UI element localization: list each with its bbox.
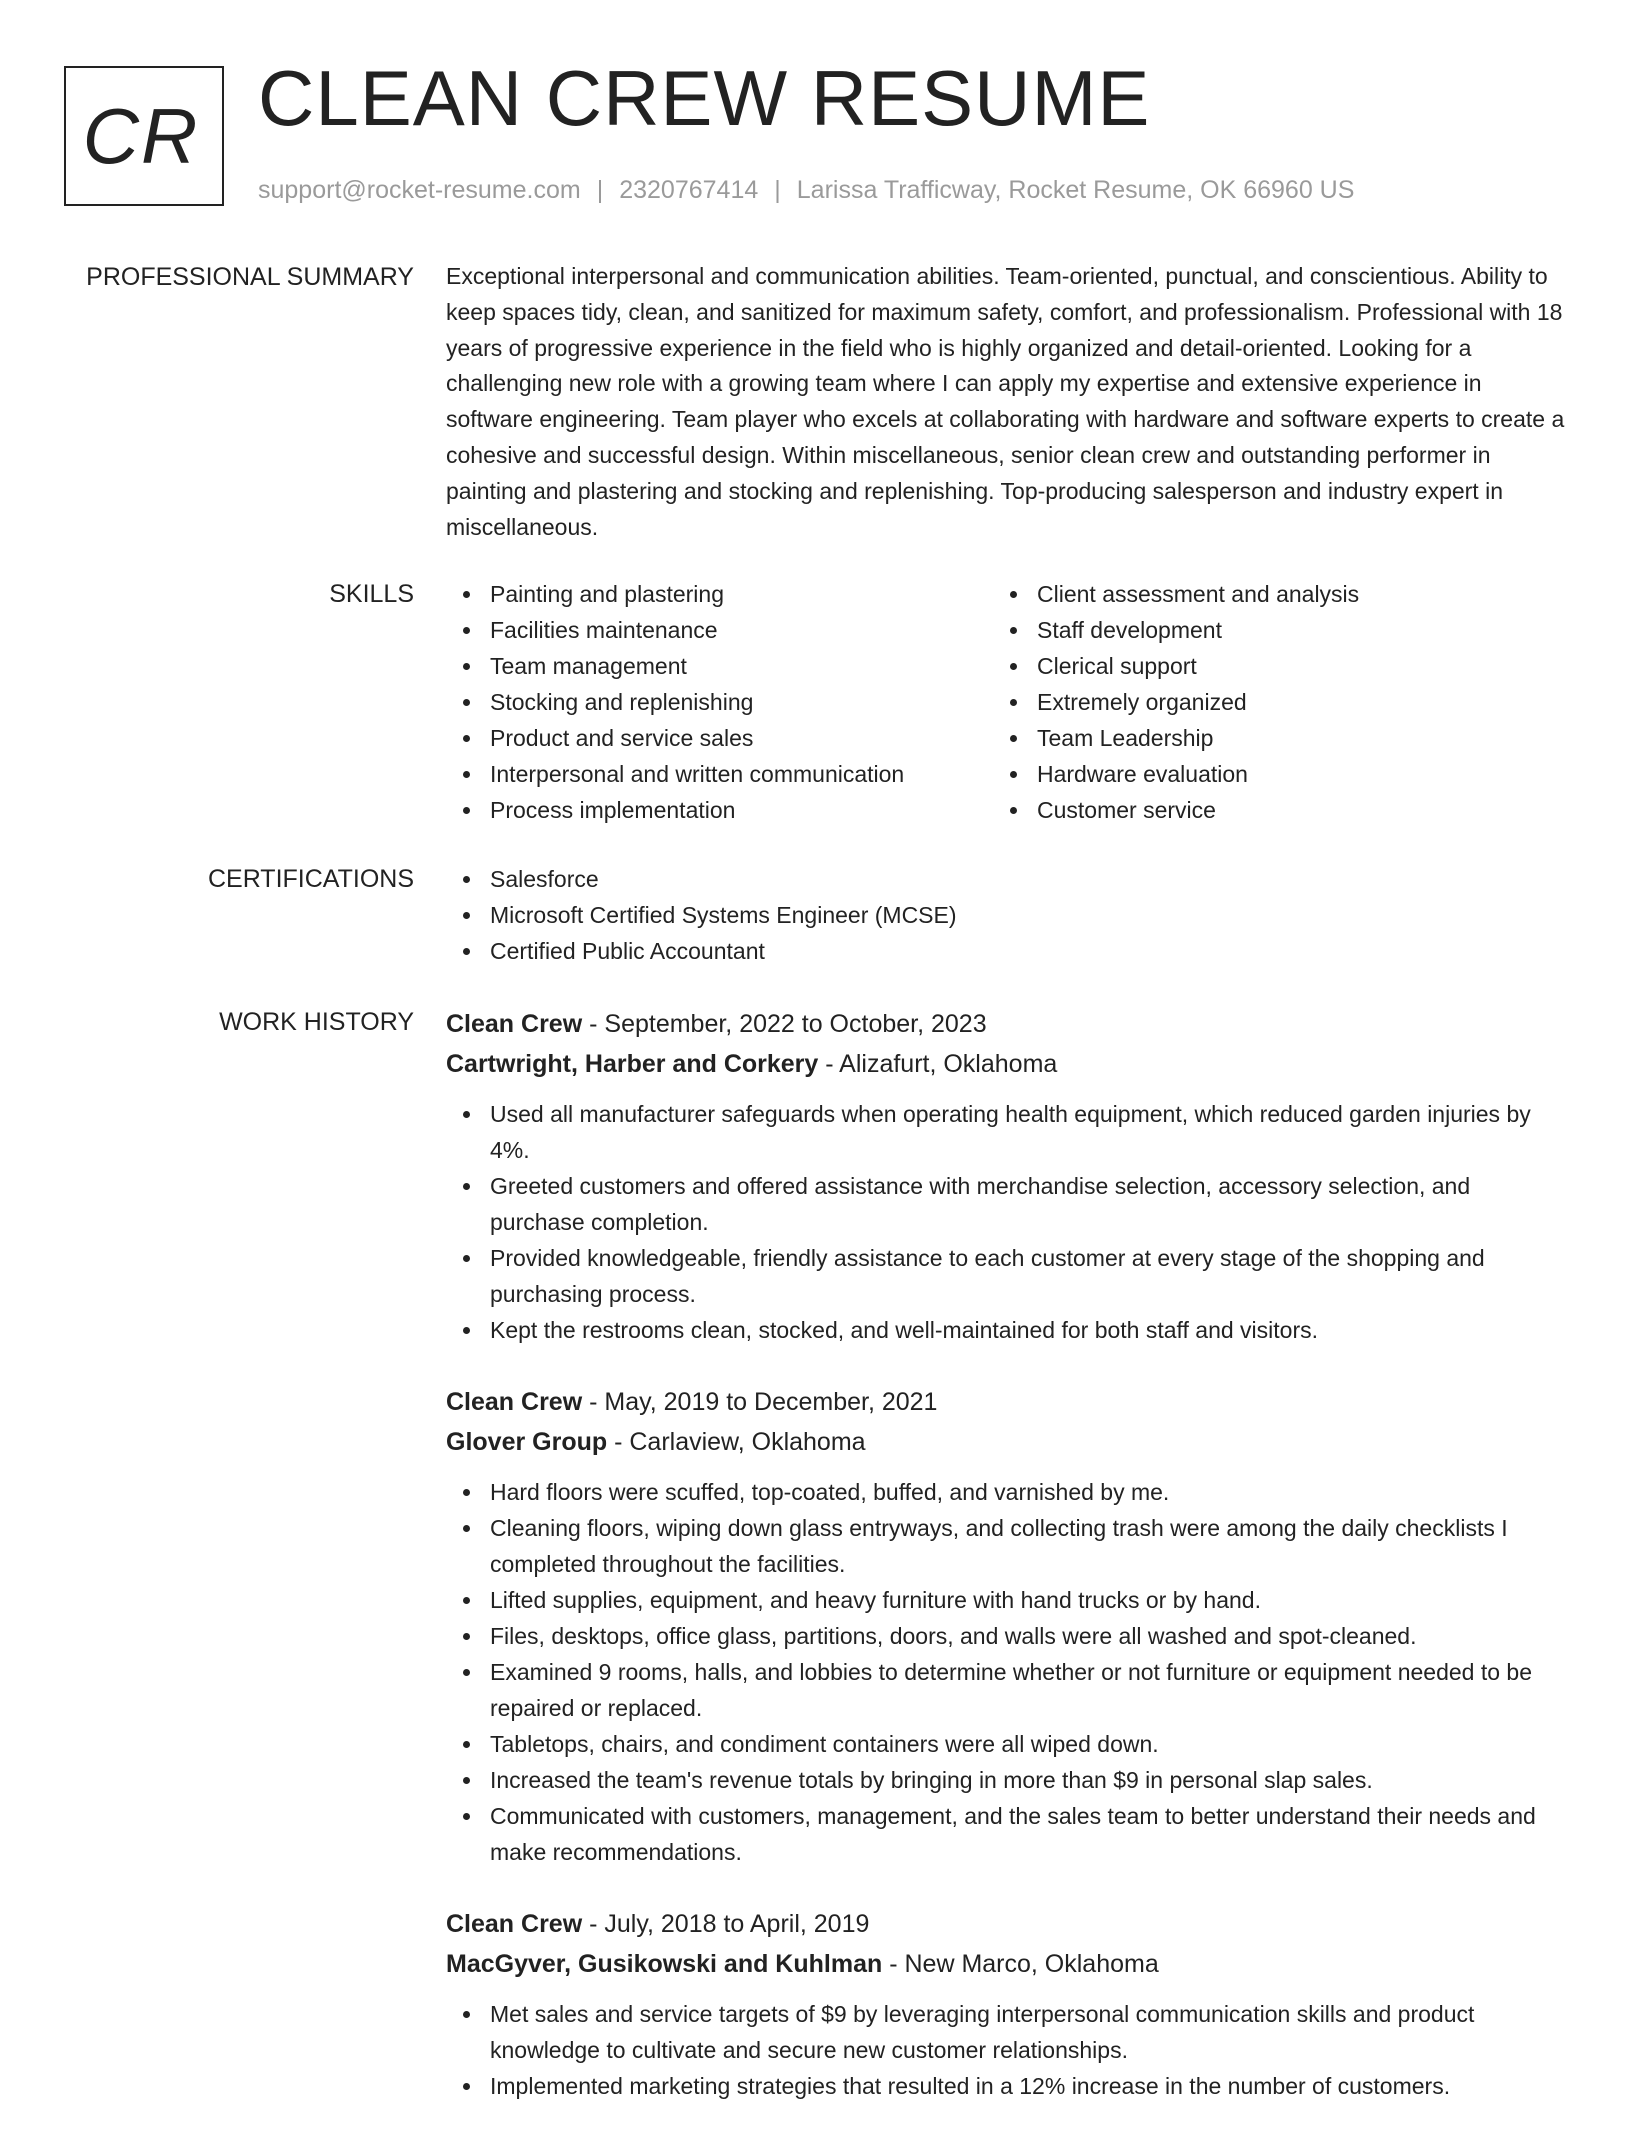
job-company: Glover Group: [446, 1428, 608, 1456]
summary-body: [446, 259, 1566, 545]
job-entry: [446, 1382, 1566, 1870]
job-duty: Communicated with customers, management, and the sales team to better understand their needs and make recommendations.: [446, 1798, 1566, 1870]
job-duties-list: [446, 1474, 1566, 1870]
contact-separator: |: [774, 176, 781, 204]
job-duty: Examined 9 rooms, halls, and lobbies to determine whether or not furniture or equipment needed to be repaired or replaced.: [446, 1654, 1566, 1726]
skill-item: Team Leadership: [993, 720, 1540, 756]
monogram-box: [64, 66, 224, 206]
skill-item: Painting and plastering: [446, 576, 993, 612]
skill-item: Customer service: [993, 792, 1540, 828]
job-duty: Files, desktops, office glass, partitions, doors, and walls were all washed and spot-cleaned.: [446, 1618, 1566, 1654]
job-duty: Provided knowledgeable, friendly assistance to each customer at every stage of the shopping and purchasing process.: [446, 1240, 1566, 1312]
skill-item: Extremely organized: [993, 684, 1540, 720]
job-duty: Lifted supplies, equipment, and heavy furniture with hand trucks or by hand.: [446, 1582, 1566, 1618]
skills-heading: SKILLS: [329, 580, 414, 608]
job-duty: Increased the team's revenue totals by bringing in more than $9 in personal slap sales.: [446, 1762, 1566, 1798]
job-duty: Kept the restrooms clean, stocked, and well-maintained for both staff and visitors.: [446, 1312, 1566, 1348]
skill-item: Clerical support: [993, 648, 1540, 684]
contact-separator: |: [596, 176, 604, 204]
contact-address: Larissa Trafficway, Rocket Resume, OK 66960 US: [796, 176, 1355, 204]
skills-list-left: [446, 576, 993, 828]
work-history-body: [446, 1004, 1566, 2138]
job-entry: [446, 1004, 1566, 1348]
job-dates: - May, 2019 to December, 2021: [582, 1388, 938, 1416]
resume-title: CLEAN CREW RESUME: [258, 54, 1151, 142]
contact-phone: 2320767414: [619, 176, 759, 204]
job-company: MacGyver, Gusikowski and Kuhlman: [446, 1950, 883, 1978]
job-duty: Used all manufacturer safeguards when operating health equipment, which reduced garden injuries by 4%.: [446, 1096, 1566, 1168]
summary-text: Exceptional interpersonal and communication abilities. Team-oriented, punctual, and conscientious. Ability to keep spaces tidy, clean, and sanitized for maximum safety, comfort, and professionalism. Professional with 18 years of progressive experience in the field who is highly organized and detail-oriented. Looking for a challenging new role with a growing team where I can apply my expertise and extensive experience in software engineering. Team player who excels at collaborating with hardware and software experts to create a cohesive and successful design. Within miscellaneous, senior clean crew and outstanding performer in painting and plastering and stocking and replenishing. Top-producing salesperson and industry expert in miscellaneous.: [446, 263, 1565, 540]
certifications-heading: CERTIFICATIONS: [207, 865, 414, 893]
job-duty: Cleaning floors, wiping down glass entryways, and collecting trash were among the daily checklists I completed throughout the facilities.: [446, 1510, 1566, 1582]
certification-item: Salesforce: [446, 861, 1566, 897]
job-company: Cartwright, Harber and Corkery: [446, 1050, 819, 1078]
summary-heading: PROFESSIONAL SUMMARY: [86, 263, 414, 291]
skill-item: Client assessment and analysis: [993, 576, 1540, 612]
job-duty: Tabletops, chairs, and condiment containers were all wiped down.: [446, 1726, 1566, 1762]
job-title-line: [446, 1382, 1566, 1422]
job-duties-list: [446, 1996, 1566, 2104]
job-location: - Alizafurt, Oklahoma: [818, 1050, 1058, 1078]
job-title: Clean Crew: [446, 1388, 583, 1416]
certification-item: Certified Public Accountant: [446, 933, 1566, 969]
job-title: Clean Crew: [446, 1910, 583, 1938]
job-location: - Carlaview, Oklahoma: [607, 1428, 866, 1456]
skill-item: Facilities maintenance: [446, 612, 993, 648]
skill-item: Product and service sales: [446, 720, 993, 756]
skill-item: Interpersonal and written communication: [446, 756, 993, 792]
job-dates: - September, 2022 to October, 2023: [582, 1010, 987, 1038]
job-company-line: [446, 1044, 1566, 1084]
certifications-list: [446, 861, 1566, 969]
job-duty: Met sales and service targets of $9 by leveraging interpersonal communication skills and product knowledge to cultivate and secure new customer relationships.: [446, 1996, 1566, 2068]
job-title: Clean Crew: [446, 1010, 583, 1038]
job-title-line: [446, 1004, 1566, 1044]
job-duty: Hard floors were scuffed, top-coated, buffed, and varnished by me.: [446, 1474, 1566, 1510]
job-duty: Implemented marketing strategies that resulted in a 12% increase in the number of customers.: [446, 2068, 1566, 2104]
job-duties-list: [446, 1096, 1566, 1348]
job-company-line: [446, 1944, 1566, 1984]
job-location: - New Marco, Oklahoma: [882, 1950, 1159, 1978]
certifications-body: [446, 861, 1566, 969]
skill-item: Staff development: [993, 612, 1540, 648]
contact-line: [258, 174, 1354, 206]
skills-list-right: [993, 576, 1540, 828]
monogram-initials: CR: [82, 92, 200, 180]
skill-item: Process implementation: [446, 792, 993, 828]
job-title-line: [446, 1904, 1566, 1944]
job-company-line: [446, 1422, 1566, 1462]
job-duty: Greeted customers and offered assistance with merchandise selection, accessory selection, and purchase completion.: [446, 1168, 1566, 1240]
skill-item: Stocking and replenishing: [446, 684, 993, 720]
skills-body: [446, 576, 1566, 828]
job-entry: [446, 1904, 1566, 2104]
skill-item: Hardware evaluation: [993, 756, 1540, 792]
job-dates: - July, 2018 to April, 2019: [582, 1910, 870, 1938]
contact-email: support@rocket-resume.com: [258, 176, 581, 204]
skill-item: Team management: [446, 648, 993, 684]
certification-item: Microsoft Certified Systems Engineer (MCSE): [446, 897, 1566, 933]
work-history-heading: WORK HISTORY: [219, 1008, 414, 1036]
